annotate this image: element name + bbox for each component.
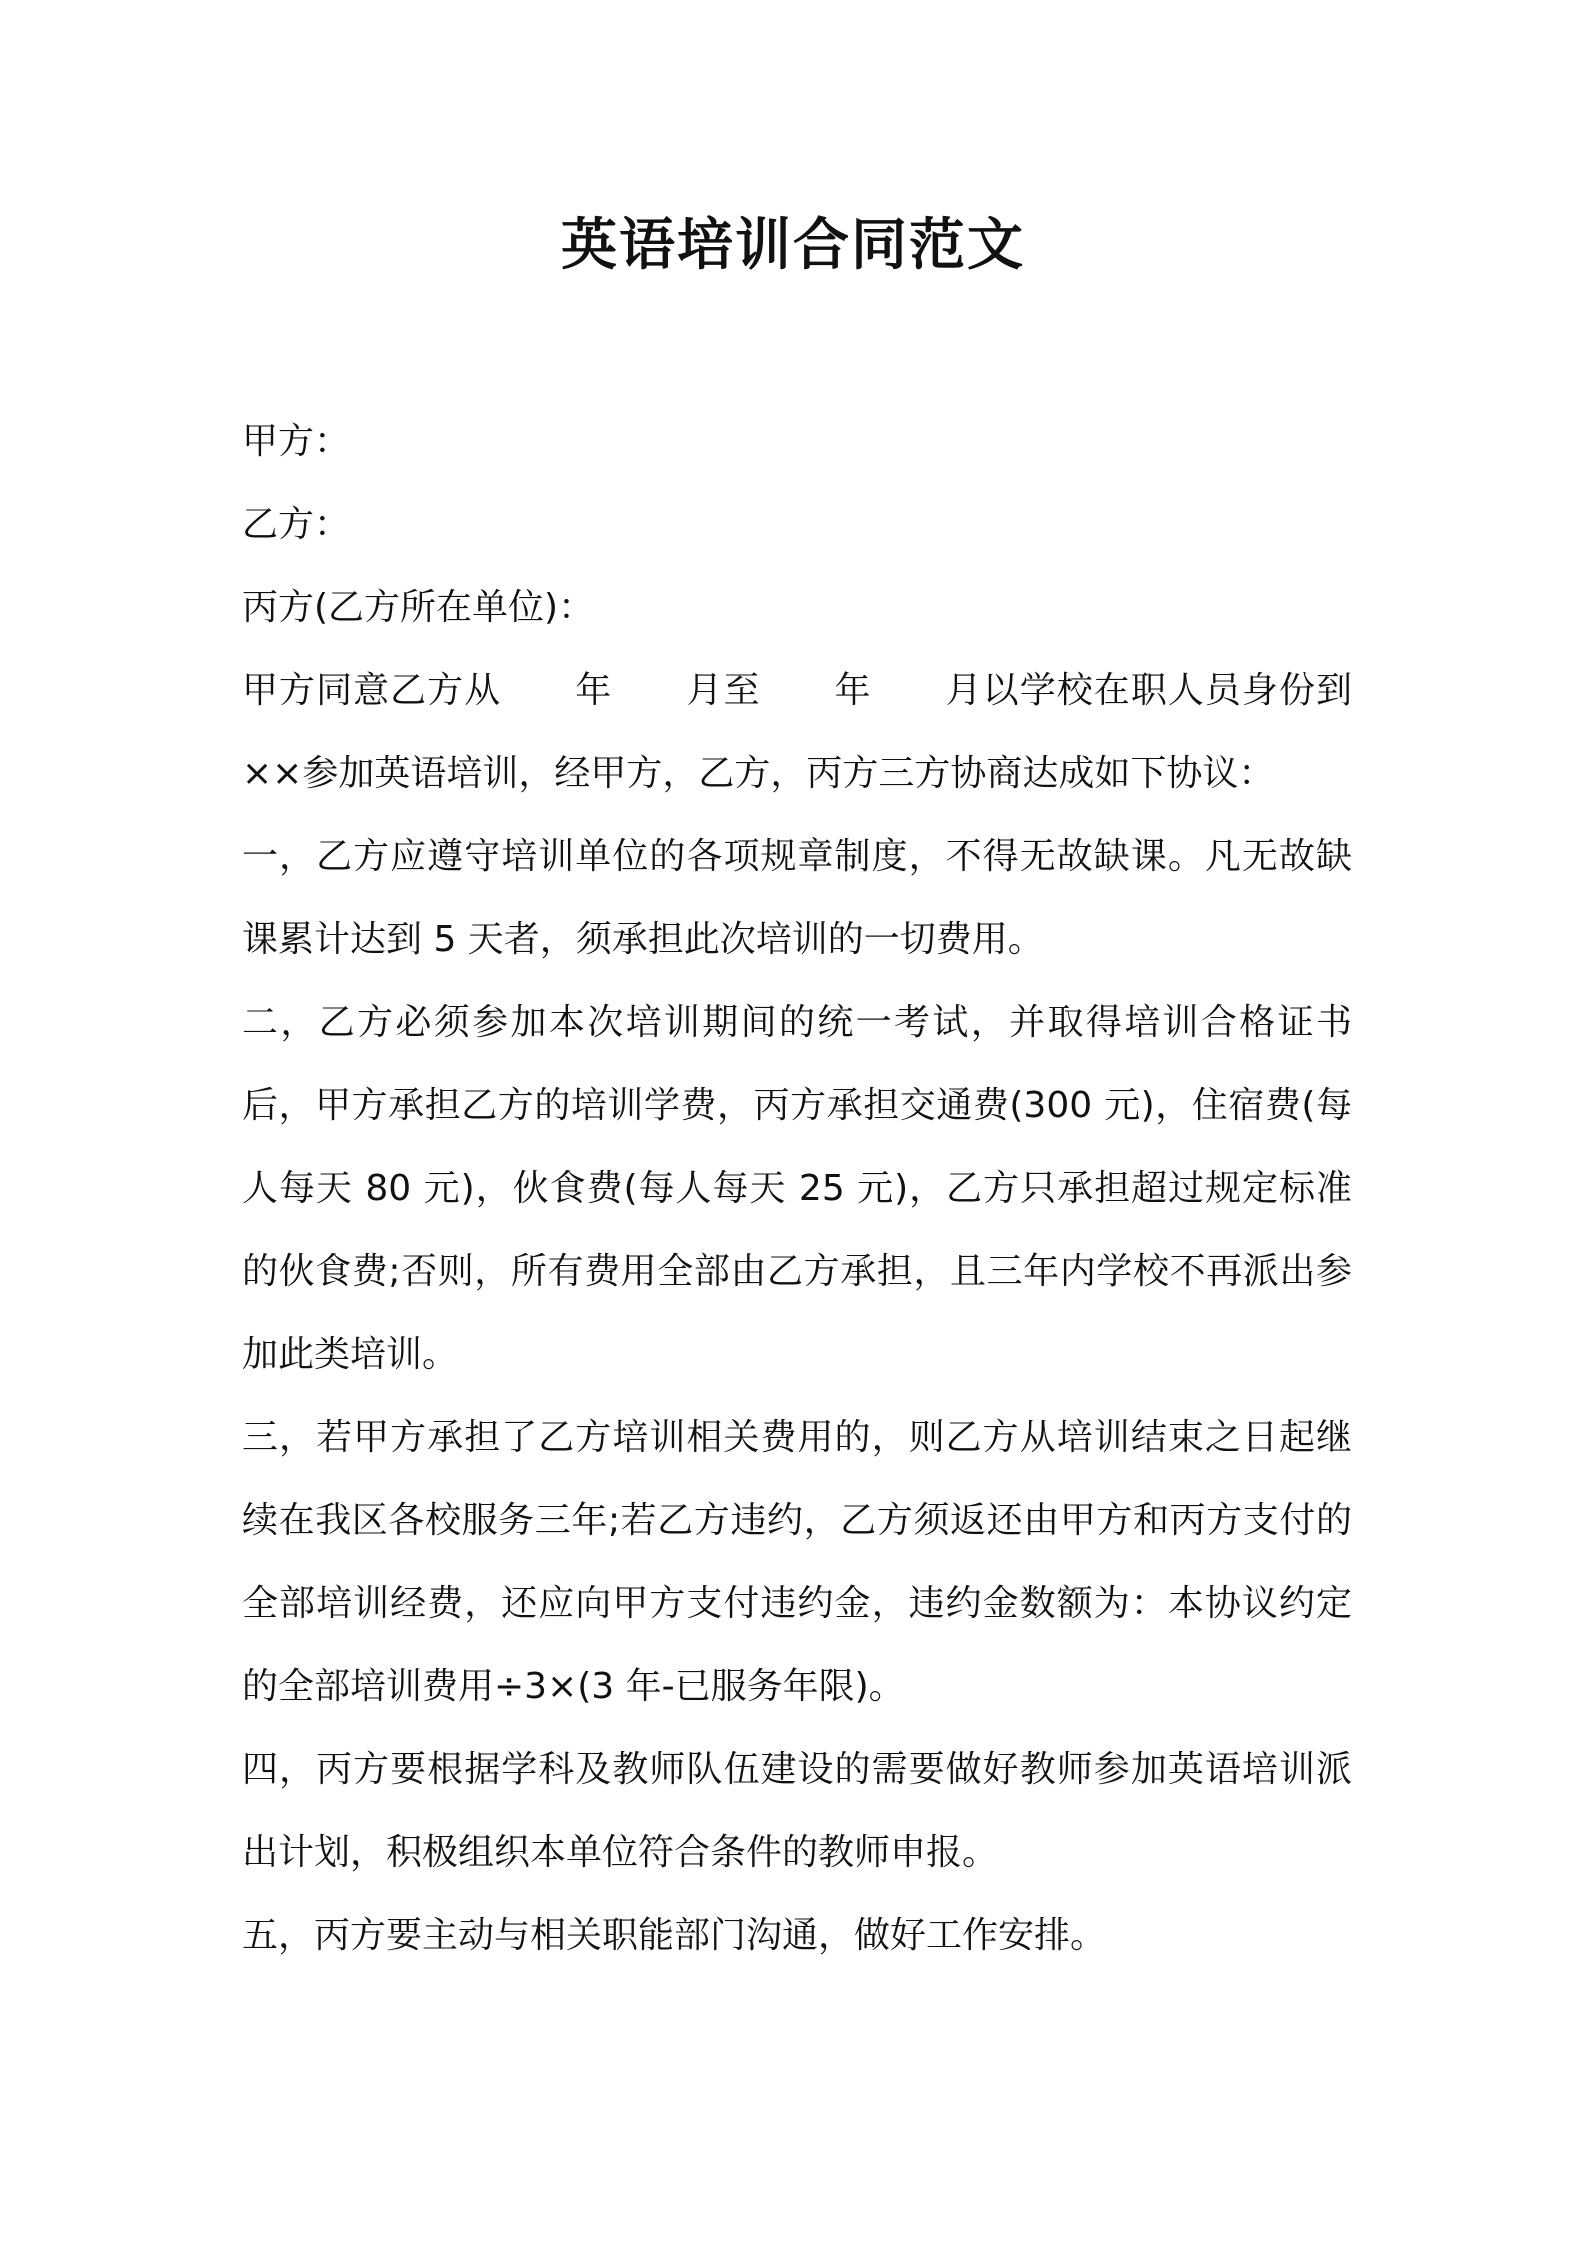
party-c-line: 丙方(乙方所在单位)： bbox=[242, 587, 595, 628]
document-title: 英语培训合同范文 bbox=[561, 213, 1025, 278]
party-b-line: 乙方： bbox=[242, 504, 351, 545]
document-body bbox=[242, 400, 1352, 1977]
clause-5: 五，丙方要主动与相关职能部门沟通，做好工作安排。 bbox=[242, 1915, 1107, 1956]
clause-1: 一，乙方应遵守培训单位的各项规章制度，不得无故缺课。凡无故缺课累计达到 5 天者，须承担此次培训的一切费用。 bbox=[242, 836, 1352, 960]
clause-3: 三，若甲方承担了乙方培训相关费用的，则乙方从培训结束之日起继续在我区各校服务三年;若乙方违约，乙方须返还由甲方和丙方支付的全部培训经费，还应向甲方支付违约金，违约金数额为：本协议约定的全部培训费用÷3×(3 年-已服务年限)。 bbox=[242, 1417, 1352, 1707]
intro-paragraph: 甲方同意乙方从 年 月至 年 月以学校在职人员身份到××参加英语培训，经甲方，乙方，丙方三方协商达成如下协议： bbox=[242, 670, 1352, 794]
party-a-line: 甲方： bbox=[242, 421, 351, 462]
clause-4: 四，丙方要根据学科及教师队伍建设的需要做好教师参加英语培训派出计划，积极组织本单位符合条件的教师申报。 bbox=[242, 1749, 1352, 1873]
clause-2: 二，乙方必须参加本次培训期间的统一考试，并取得培训合格证书后，甲方承担乙方的培训学费，丙方承担交通费(300 元)，住宿费(每人每天 80 元)，伙食费(每人每天 25 元)，乙方只承担超过规定标准的伙食费;否则，所有费用全部由乙方承担，且三年内学校不再派出参加此类培训。 bbox=[242, 1002, 1352, 1375]
